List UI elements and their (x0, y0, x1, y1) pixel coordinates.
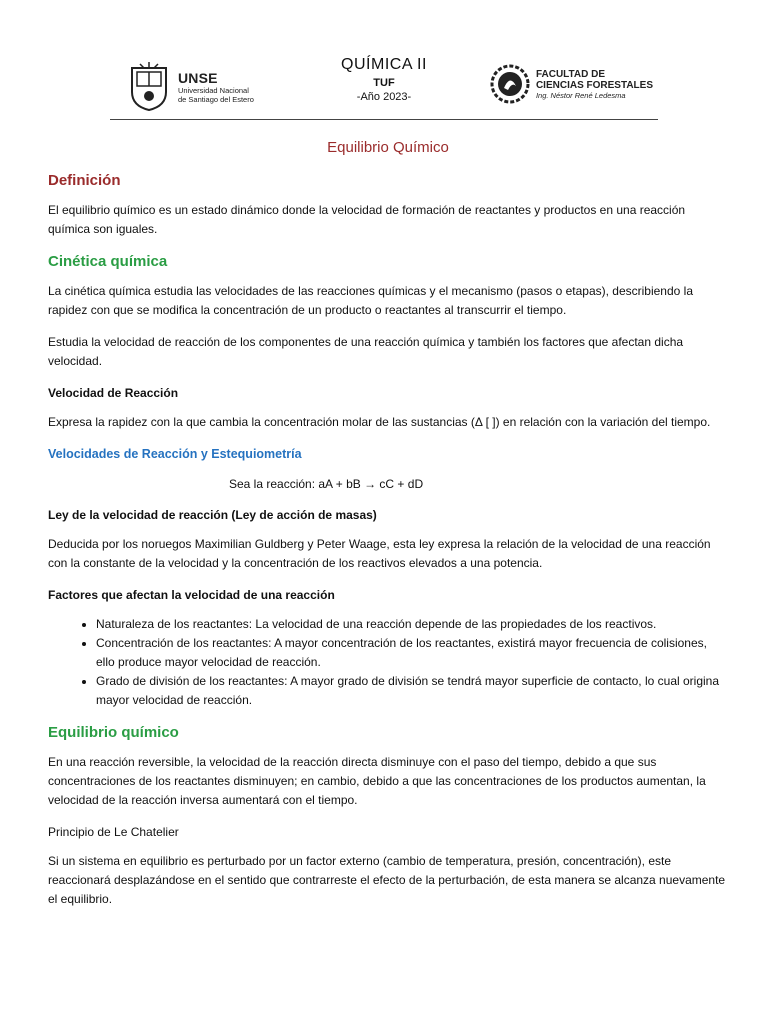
heading-chatelier: Principio de Le Chatelier (48, 825, 179, 839)
paragraph-equilibrio: En una reacción reversible, la velocidad de la reacción directa disminuye con el paso del tiempo, debido a que sus concentraciones de los reactantes disminuyen; en cambio, debido a que las concentraciones de los productos aumentan, la velocidad de la reacción inversa aumentará con el tiempo. (48, 755, 706, 807)
list-item: • Concentración de los reactantes: A mayor concentración de los reactantes, existirá mayor frecuencia de colisiones, ello produce mayor velocidad de reacción. (96, 634, 728, 672)
header-divider (110, 119, 658, 120)
subject-title: QUÍMICA II (341, 56, 427, 73)
reaction-equation: Sea la reacción: aA + bB → cC + dD (229, 477, 424, 491)
document-body (48, 138, 728, 922)
heading-velocidad: Velocidad de Reacción (48, 386, 179, 400)
unse-name: UNSE (178, 70, 218, 86)
heading-equilibrio: Equilibrio químico (48, 724, 179, 741)
heading-factores: Factores que afectan la velocidad de una reacción (48, 588, 335, 602)
paragraph-definicion: El equilibrio químico es un estado dinámico donde la velocidad de formación de reactantes y productos en una reacción química son iguales. (48, 203, 686, 236)
paragraph-ley: Deducida por los noruegos Maximilian Guldberg y Peter Waage, esta ley expresa la relación de la velocidad de una reacción con la constante de la velocidad y la concentración de los reactivos elevados a una potencia. (48, 537, 711, 570)
faculty-line-2: CIENCIAS FORESTALES (535, 79, 653, 91)
heading-definicion: Definición (48, 172, 121, 189)
faculty-line-1: FACULTAD DE (535, 68, 606, 80)
document-title: Equilibrio Químico (327, 139, 449, 156)
faculty-logo (490, 64, 653, 104)
heading-ley: Ley de la velocidad de reacción (Ley de acción de masas) (48, 508, 377, 522)
faculty-emblem-icon (490, 64, 530, 104)
list-item: • Naturaleza de los reactantes: La velocidad de una reacción depende de las propiedades de los reactivos. (96, 615, 728, 634)
year-label: -Año 2023- (356, 91, 412, 103)
program-label: TUF (373, 77, 395, 89)
heading-estequiometria: Velocidades de Reacción y Estequiometría (48, 447, 302, 461)
list-item: • Grado de división de los reactantes: A mayor grado de división se tendrá mayor superficie de contacto, lo cual origina mayor velocidad de reacción. (96, 672, 728, 710)
paragraph-velocidad: Expresa la rapidez con la que cambia la concentración molar de las sustancias (Δ [ ]) en relación con la variación del tiempo. (48, 415, 711, 429)
factores-list (48, 615, 728, 710)
unse-subtitle-2: de Santiago del Estero (178, 95, 254, 104)
unse-subtitle-1: Universidad Nacional (178, 86, 249, 95)
page-header (128, 54, 653, 114)
faculty-line-3: Ing. Néstor René Ledesma (535, 90, 626, 100)
paragraph-chatelier: Si un sistema en equilibrio es perturbado por un factor externo (cambio de temperatura, presión, concentración), este reaccionará desplazándose en el sentido que contrarreste el efecto de la perturbación, de esta manera se alcanza nuevamente el equilibrio. (48, 854, 726, 906)
paragraph-cinetica-1: La cinética química estudia las velocidades de las reacciones químicas y el mecanismo (pasos o etapas), describiendo la rapidez con que se modifica la concentración de un producto o reactantes al transcurrir el tiempo. (48, 284, 694, 317)
paragraph-cinetica-2: Estudia la velocidad de reacción de los componentes de una reacción química y también los factores que afectan dicha velocidad. (48, 335, 684, 368)
heading-cinetica: Cinética química (48, 253, 168, 270)
